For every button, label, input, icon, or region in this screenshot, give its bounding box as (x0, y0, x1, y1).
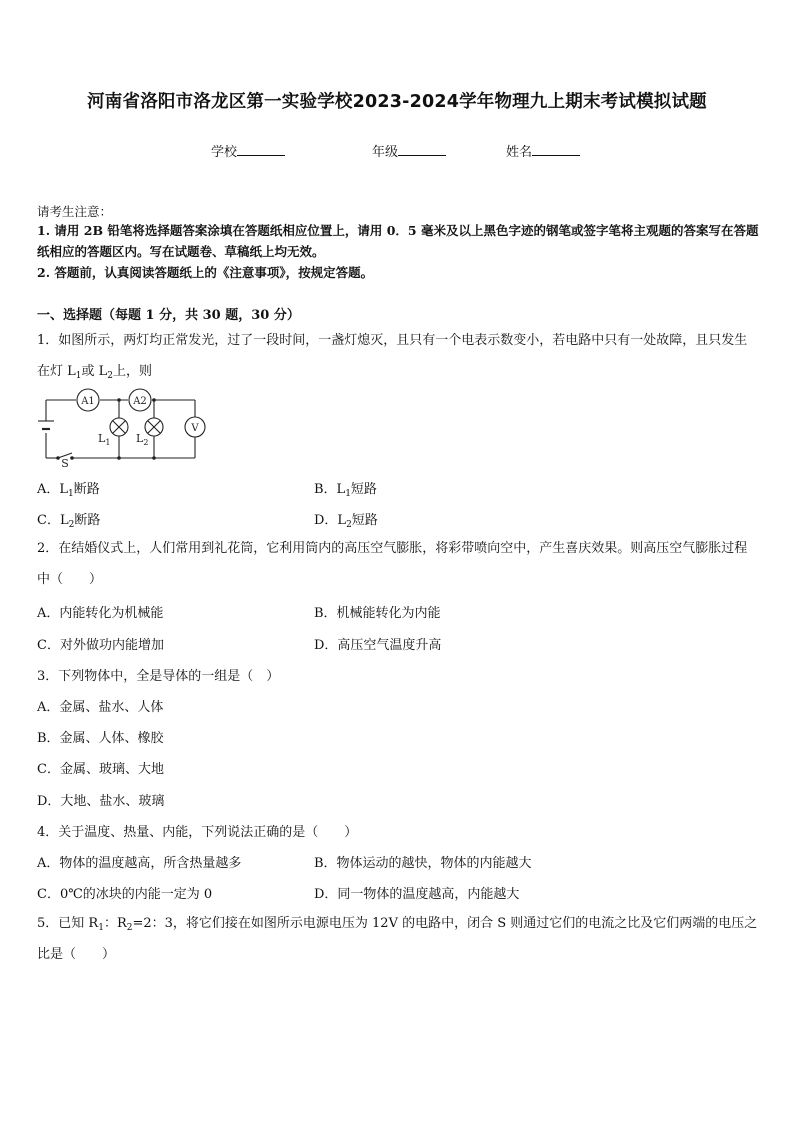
section-heading: 一、选择题（每题 1 分，共 30 题，30 分） (37, 308, 300, 323)
switch-label: S (61, 457, 69, 468)
grade-blank[interactable] (398, 143, 446, 156)
exam-title: 河南省洛阳市洛龙区第一实验学校2023-2024学年物理九上期末考试模拟试题 (87, 92, 707, 112)
school-blank[interactable] (237, 143, 285, 156)
lamp-l2-label: $L_2$ (136, 432, 149, 447)
question-5-stem: 5．已知 $R_1$：$R_2=2$：3，将它们接在如图所示电源电压为 12V 的电路中，闭合 S 则通过它们的电流之比及它们两端的电压之比是（ ） (37, 916, 758, 962)
voltmeter-label: V (191, 423, 199, 434)
q2-option-d[interactable]: D．高压空气温度升高 (314, 638, 442, 653)
lamp-l1-label: $L_1$ (98, 432, 111, 447)
grade-field[interactable] (372, 141, 446, 160)
q3-option-b[interactable]: B．金属、人体、橡胶 (37, 731, 164, 746)
grade-label: 年级 (372, 145, 399, 160)
q3-option-c[interactable]: C．金属、玻璃、大地 (37, 762, 164, 777)
name-field[interactable] (506, 141, 580, 160)
notice-item-2: 2. 答题前，认真阅读答题纸上的《注意事项》，按规定答题。 (37, 265, 374, 280)
question-4-stem: 4．关于温度、热量、内能，下列说法正确的是（ ） (37, 825, 358, 840)
q4-option-b[interactable]: B．物体运动的越快，物体的内能越大 (314, 856, 532, 871)
school-label: 学校 (211, 145, 238, 160)
name-label: 姓名 (506, 145, 533, 160)
name-blank[interactable] (532, 143, 580, 156)
q4-option-d[interactable]: D．同一物体的温度越高，内能越大 (314, 887, 520, 902)
q2-option-a[interactable]: A．内能转化为机械能 (37, 606, 164, 621)
question-2-stem: 2．在结婚仪式上，人们常用到礼花筒，它利用筒内的高压空气膨胀，将彩带喷向空中，产生喜庆效果。则高压空气膨胀过程中（ ） (37, 541, 748, 587)
notice-item-1: 1. 请用 2B 铅笔将选择题答案涂填在答题纸相应位置上，请用 0．5 毫米及以上黑色字迹的钢笔或签字笔将主观题的答案写在答题纸相应的答题区内。写在试题卷、草稿纸上均无效。 (37, 223, 759, 259)
circuit-diagram (36, 382, 208, 468)
school-field[interactable] (211, 141, 285, 160)
q1-option-c[interactable]: C．$L_2$断路 (37, 513, 101, 530)
q3-option-a[interactable]: A．金属、盐水、人体 (37, 700, 164, 715)
q4-option-c[interactable]: C．0℃的冰块的内能一定为 0 (37, 887, 213, 902)
q1-option-b[interactable]: B．$L_1$短路 (314, 482, 377, 499)
q4-option-a[interactable]: A．物体的温度越高，所含热量越多 (37, 856, 242, 871)
ammeter-a2-label: A2 (133, 396, 147, 407)
q3-option-d[interactable]: D．大地、盐水、玻璃 (37, 794, 165, 809)
question-1-stem: 1．如图所示，两灯均正常发光，过了一段时间，一盏灯熄灭，且只有一个电表示数变小，若电路中只有一处故障，且只发生在灯 $L_1$或 $L_2$上，则 (37, 333, 748, 381)
notice-heading: 请考生注意： (37, 204, 113, 219)
q1-option-d[interactable]: D．$L_2$短路 (314, 513, 378, 530)
q1-option-a[interactable]: A．$L_1$断路 (37, 482, 100, 499)
q2-option-b[interactable]: B．机械能转化为内能 (314, 606, 441, 621)
ammeter-a1-label: A1 (81, 396, 95, 407)
question-3-stem: 3．下列物体中，全是导体的一组是（ ） (37, 669, 280, 684)
q2-option-c[interactable]: C．对外做功内能增加 (37, 638, 164, 653)
